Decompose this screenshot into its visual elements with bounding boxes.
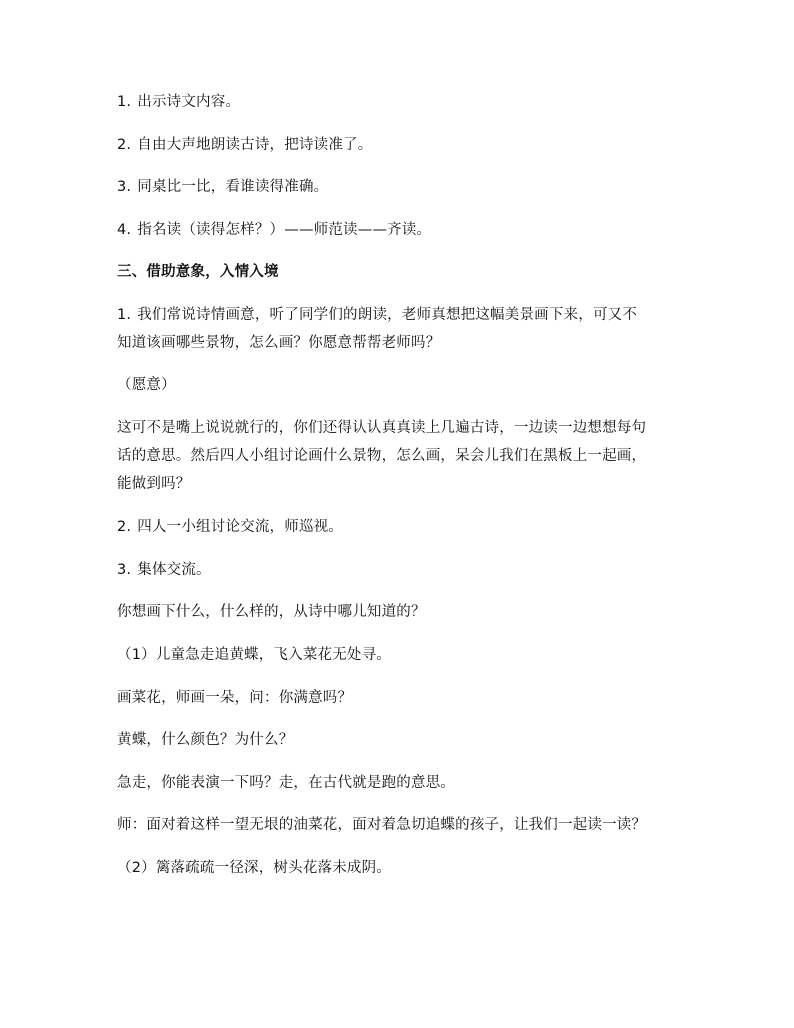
list-text: 自由大声地朗读古诗，把诗读准了。 [137,137,373,153]
list-item-step-1 [117,92,687,112]
list-text: 集体交流。 [137,562,211,578]
list-item-step-4 [117,220,687,240]
paragraph-line: （愿意） [117,377,176,393]
list-text: 同桌比一比，看谁读得准确。 [137,179,329,195]
list-number: 1. [117,307,132,323]
paragraph-line: 画菜花，师画一朵，问：你满意吗？ [117,690,353,706]
section-heading: 三、借助意象，入情入境 [117,264,279,280]
paragraph-line: 师：面对着这样一望无垠的油菜花，面对着急切追蝶的孩子，让我们一起读一读？ [117,817,647,833]
poem-line-1: （1）儿童急走追黄蝶，飞入菜花无处寻。 [117,647,392,663]
poem-line-2: （2）篱落疏疏一径深，树头花落未成阴。 [117,860,392,876]
paragraph-line: 这可不是嘴上说说就行的，你们还得认认真真读上几遍古诗，一边读一边想想每句 [117,420,647,436]
list-number: 1. [117,94,132,110]
list-number: 3. [117,179,132,195]
list-item-discussion [117,517,687,537]
paragraph-line: 你想画下什么，什么样的，从诗中哪儿知道的？ [117,604,426,620]
list-text: 四人一小组讨论交流，师巡视。 [137,519,344,535]
list-number: 2. [117,519,132,535]
paragraph-line [117,305,687,325]
list-item-step-3 [117,177,687,197]
paragraph-line: 知道该画哪些景物，怎么画？你愿意帮帮老师吗？ [117,335,441,351]
list-item-exchange [117,560,687,580]
list-text: 指名读（读得怎样？）——师范读——齐读。 [137,222,432,238]
paragraph-line: 话的意思。然后四人小组讨论画什么景物，怎么画，呆会儿我们在黑板上一起画， [117,448,647,464]
list-text: 我们常说诗情画意，听了同学们的朗读，老师真想把这幅美景画下来，可又不 [137,307,638,323]
paragraph-line: 急走，你能表演一下吗？走，在古代就是跑的意思。 [117,775,456,791]
list-number: 4. [117,222,132,238]
list-item-step-2 [117,135,687,155]
list-text: 出示诗文内容。 [137,94,241,110]
list-number: 2. [117,137,132,153]
paragraph-line: 能做到吗？ [117,476,191,492]
paragraph-line: 黄蝶，什么颜色？为什么？ [117,732,294,748]
list-number: 3. [117,562,132,578]
